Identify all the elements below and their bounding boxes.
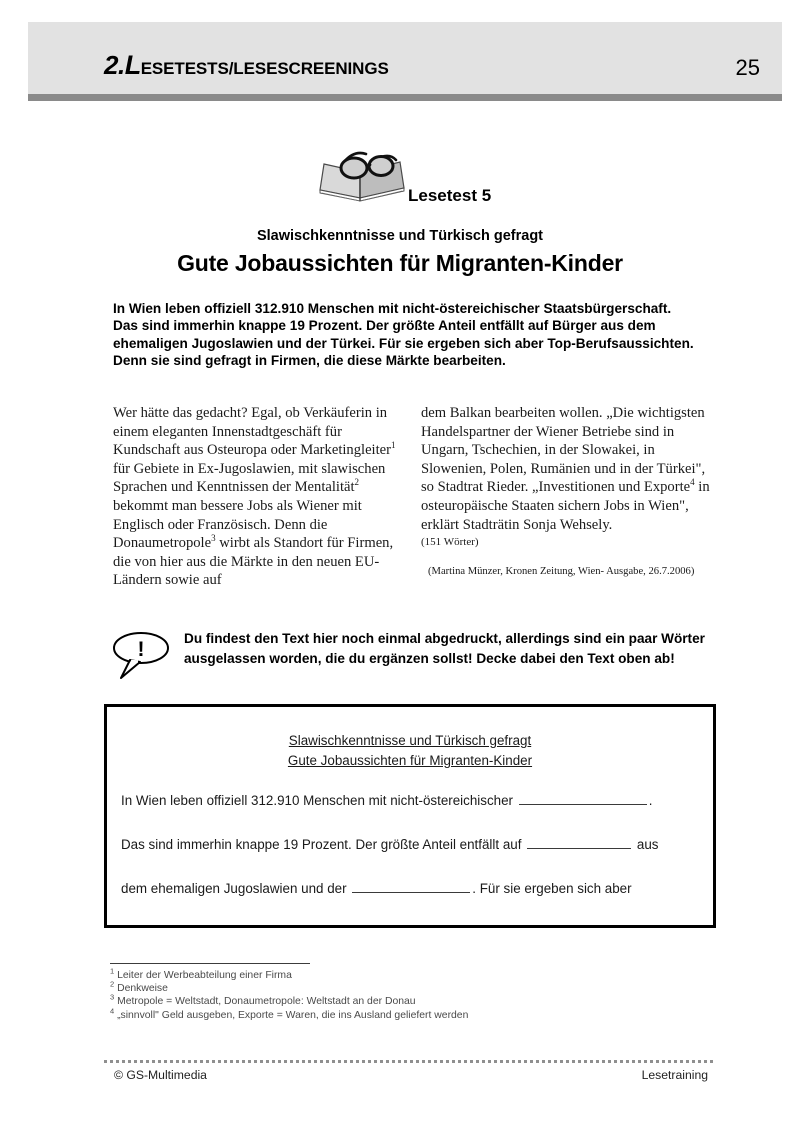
cloze-blank-3[interactable]	[352, 879, 470, 893]
footnote-item	[110, 979, 670, 995]
cloze-exercise-box	[104, 704, 716, 928]
cloze-line-1-before: In Wien leben offiziell 312.910 Menschen mit nicht-östereichischer	[121, 793, 514, 808]
article-column-left	[113, 404, 401, 590]
footnote-marker-2: 2	[354, 477, 360, 488]
cloze-blank-2[interactable]	[527, 835, 631, 849]
article-right-part2: in osteuropäische Staaten sichern Jobs in Wien", erklärt Stadträtin Sonja Wehsely.	[421, 479, 710, 533]
footnote-list	[110, 966, 670, 1022]
footnote-item	[110, 966, 670, 982]
article-source-attribution: (Martina Münzer, Kronen Zeitung, Wien- Ausgabe, 26.7.2006)	[428, 566, 695, 577]
lead-paragraph: In Wien leben offiziell 312.910 Menschen mit nicht-östereichischer Staatsbürgerschaft. Das sind immerhin knappe 19 Prozent. Der größte Anteil entfällt auf Bürger aus dem ehemaligen Jugoslawien und der Türkei. Für sie ergeben sich aber Top-Berufsaussichten. Denn sie sind gefragt in Firmen, die diese Märkte bearbeiten.	[113, 301, 694, 369]
cloze-line-2	[121, 835, 705, 852]
footnote-marker-4: 4	[690, 477, 695, 488]
cloze-line-2-before: Das sind immerhin knappe 19 Prozent. Der größte Anteil entfällt auf	[121, 837, 522, 852]
footnote-item	[110, 992, 670, 1008]
cloze-line-3	[121, 879, 705, 896]
instruction-callout	[108, 626, 720, 696]
chapter-number: 2.	[104, 50, 125, 80]
footnote-number: 4	[110, 1006, 115, 1016]
footer-dotted-divider	[104, 1060, 716, 1063]
cloze-heading-subtitle: Slawischkenntnisse und Türkisch gefragt	[288, 733, 532, 748]
lesetest-label: Lesetest 5	[408, 186, 492, 205]
exclamation-speech-bubble-icon	[108, 628, 170, 680]
footnote-item	[110, 1006, 670, 1022]
worksheet-subtitle: Slawischkenntnisse und Türkisch gefragt	[256, 228, 544, 244]
footnote-marker-1: 1	[391, 440, 396, 451]
worksheet-title: Gute Jobaussichten für Migranten-Kinder	[177, 250, 623, 276]
footer-copyright: © GS-Multimedia	[114, 1068, 207, 1082]
footnote-marker-3: 3	[211, 533, 216, 544]
instruction-text: Du findest den Text hier noch einmal abgedruckt, allerdings sind ein paar Wörter ausgelassen worden, die du ergänzen sollst! Decke dabei den Text oben ab!	[184, 631, 705, 666]
footnote-separator-rule	[110, 963, 310, 964]
footnote-text: Denkweise	[117, 983, 168, 995]
article-left-part1: Wer hätte das gedacht? Egal, ob Verkäuferin in einem eleganten Innenstadtgeschäft für Kundschaft aus Osteuropa oder Marketingleiter	[113, 405, 392, 459]
chapter-title-initial: L	[124, 50, 141, 80]
article-left-part2: für Gebiete in Ex-Jugoslawien, mit slawischen Sprachen und Kenntnissen der Mentalität	[113, 460, 386, 496]
article-column-right	[421, 404, 713, 549]
footnote-number: 2	[110, 979, 115, 989]
article-right-part1: dem Balkan bearbeiten wollen. „Die wichtigsten Handelspartner der Wiener Betriebe sind in Ungarn, Tschechien, in der Slowakei, in Slowenien, Polen, Rumänien und in der Türkei", so Stadtrat Rieder. „Investitionen und Exporte	[421, 405, 706, 496]
footnote-number: 1	[110, 966, 115, 976]
footnote-number: 3	[110, 992, 115, 1002]
cloze-line-1	[121, 791, 705, 808]
word-count: (151 Wörter)	[421, 536, 479, 549]
cloze-line-1-after: .	[648, 793, 653, 808]
article-left-part3: bekommt man bessere Jobs als Wiener mit Englisch oder Französisch. Denn die Donaumetropole	[113, 497, 362, 552]
chapter-title-text: ESETESTS/LESESCREENINGS	[140, 59, 389, 78]
cloze-blank-1[interactable]	[519, 791, 647, 805]
page-header-band	[28, 22, 782, 94]
cloze-heading-title: Gute Jobaussichten für Migranten-Kinder	[287, 753, 533, 768]
footer-section-label: Lesetraining	[641, 1068, 708, 1082]
footnote-text: Metropole = Weltstadt, Donaumetropole: Weltstadt an der Donau	[117, 996, 416, 1008]
cloze-line-3-after: . Für sie ergeben sich aber	[472, 881, 632, 896]
cloze-line-2-after: aus	[636, 837, 659, 852]
svg-text:!: !	[137, 638, 145, 661]
cloze-line-3-before: dem ehemaligen Jugoslawien und der	[121, 881, 347, 896]
header-divider-rule	[28, 94, 782, 101]
article-left-part4: wirbt als Standort für Firmen, die von hier aus die Märkte in den neuen EU-Ländern sowie auf	[113, 535, 394, 589]
chapter-heading	[104, 50, 389, 81]
footnote-text: Leiter der Werbeabteilung einer Firma	[117, 970, 292, 981]
open-book-with-glasses-icon	[316, 144, 412, 206]
page-number: 25	[735, 55, 760, 80]
footnote-text: „sinnvoll" Geld ausgeben, Exporte = Waren, die ins Ausland geliefert werden	[117, 1009, 469, 1021]
